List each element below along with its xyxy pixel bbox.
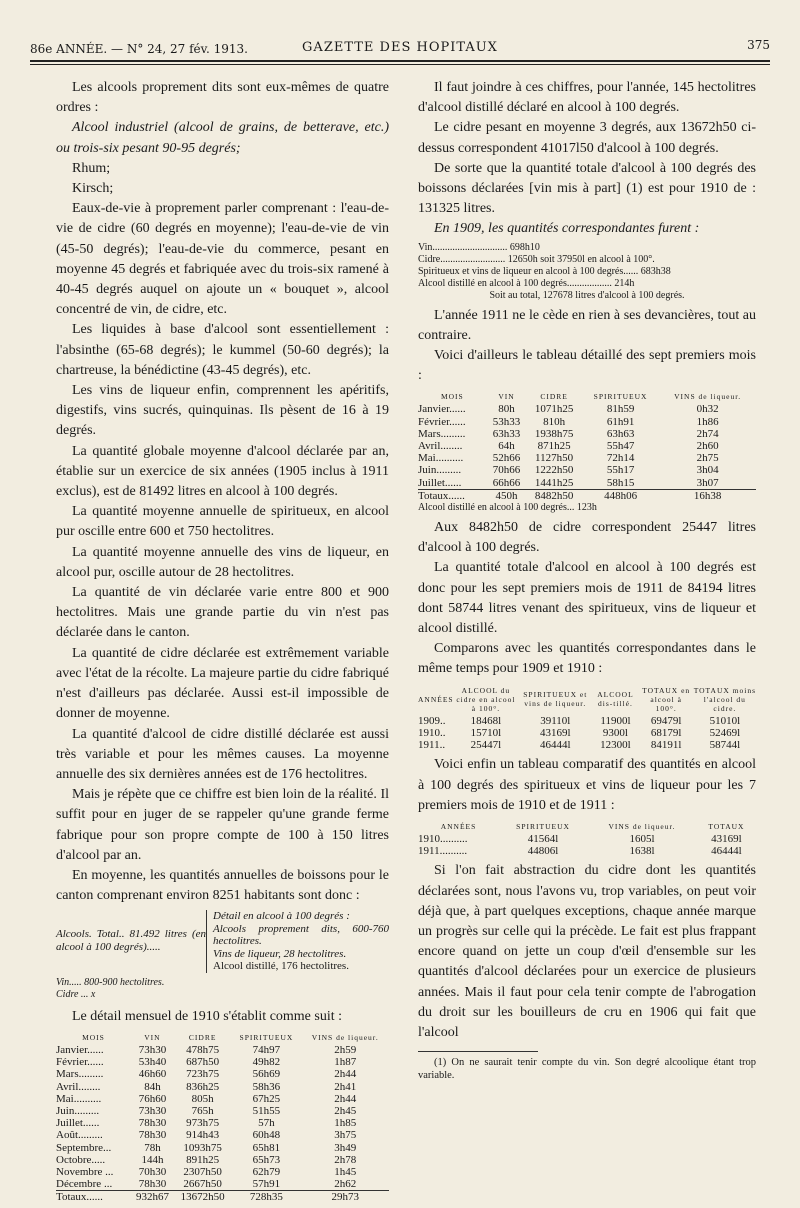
- table-cell: 62h79: [252, 1166, 281, 1179]
- table-cell: 56h69: [252, 1068, 281, 1081]
- table-cell: 68179l: [650, 726, 682, 739]
- brace-line: Détail en alcool à 100 degrés :: [213, 910, 350, 923]
- brace-line: Alcool distillé, 176 hectolitres.: [213, 960, 349, 973]
- paragraph: Le détail mensuel de 1910 s'établit comme suit :: [72, 1008, 343, 1024]
- table-row: [56, 1056, 389, 1068]
- table-cell: 1910..........: [418, 832, 468, 845]
- footnote: (1) On ne saurait tenir compte du vin. Son degré alcoolique étant trop variable.: [418, 1057, 756, 1082]
- table-cell: 81h59: [606, 403, 635, 416]
- table-cell: 80h: [498, 403, 515, 416]
- table-cell: 69479l: [650, 714, 682, 727]
- table-cell: Août.........: [56, 1129, 103, 1142]
- table-cell: Mai..........: [56, 1092, 102, 1105]
- table-cell: 52h66: [492, 452, 521, 465]
- table-row: [56, 1105, 389, 1117]
- table-cell: 64h: [498, 440, 515, 453]
- table-cell: Juillet......: [418, 476, 462, 489]
- table-cell: Avril........: [418, 440, 463, 453]
- table-row: [56, 1044, 389, 1056]
- table-row: [56, 1068, 389, 1080]
- paragraph: Aux 8482h50 de cidre correspondent 25447 litres d'alcool à 100 degrés.: [418, 520, 756, 556]
- table-row: [56, 1178, 389, 1191]
- table-cell: Novembre ...: [56, 1166, 114, 1179]
- table-cell: 53h40: [138, 1056, 167, 1069]
- column-header: ANNÉES: [440, 821, 477, 831]
- column-header: TOTAUX moins l'alcool du cidre.: [693, 685, 756, 713]
- paragraph: Voici enfin un tableau comparatif des quantités en alcool à 100 degrés des spiritueux et vins de liqueur pour les 7 premiers mois de 1910 et de 1911 :: [418, 757, 756, 813]
- column-header: SPIRITUEUX: [239, 1033, 294, 1043]
- table-cell: 805h: [191, 1092, 214, 1105]
- column-header: ANNÉES: [418, 694, 454, 704]
- header-rule: [30, 60, 770, 62]
- table-cell: Février......: [418, 415, 466, 428]
- paragraph: Les vins de liqueur enfin, comprennent les apéritifs, digestifs, vins sucrés, quinquinas. Ils pèsent de 16 à 19 degrés.: [56, 383, 389, 439]
- table-cell: 3h75: [334, 1129, 357, 1142]
- q-line: Vin.............................. 698h10: [418, 241, 540, 253]
- table-cell: 72h14: [606, 452, 635, 465]
- table-cell: Décembre ...: [56, 1178, 113, 1191]
- table-cell: 2h44: [334, 1092, 357, 1105]
- table-cell: 67h25: [252, 1092, 281, 1105]
- column-header: CIDRE: [188, 1033, 217, 1043]
- table-cell: 2667h50: [183, 1178, 222, 1191]
- paragraph: L'année 1911 ne le cède en rien à ses devancières, tout au contraire.: [418, 307, 756, 343]
- right-column: [418, 78, 756, 1082]
- table-row: [418, 452, 756, 464]
- alcool-distille-line: Alcool distillé en alcool à 100 degrés... 123h: [418, 502, 597, 514]
- monthly-table: [418, 390, 756, 502]
- table-cell: 2h74: [696, 427, 719, 440]
- table-cell: 1071h25: [534, 403, 574, 416]
- table-cell: 49h82: [252, 1056, 281, 1069]
- page-number: 375: [747, 38, 770, 52]
- table-cell: 76h60: [138, 1092, 167, 1105]
- total-row: [418, 489, 756, 502]
- q-total: Soit au total, 127678 litres d'alcool à 100 degrés.: [489, 289, 685, 301]
- table-cell: 61h91: [606, 415, 635, 428]
- table-cell: 914h43: [186, 1129, 220, 1142]
- paragraph: La quantité totale d'alcool en alcool à 100 degrés est donc pour les sept premiers mois de 1911 de 84194 litres dont 58744 litres venant des spiritueux, vins de liqueur et alcool distillé.: [418, 560, 756, 637]
- table-cell: 70h66: [492, 464, 521, 477]
- table-cell: 723h75: [186, 1068, 220, 1081]
- table-cell: 2h45: [334, 1105, 357, 1118]
- table-1911: [418, 390, 756, 514]
- table-cell: 1h45: [334, 1166, 357, 1179]
- table-cell: 1h85: [334, 1117, 357, 1130]
- brace-line: Vins de liqueur, 28 hectolitres.: [213, 947, 347, 960]
- column-header: SPIRITUEUX et vins de liqueur.: [523, 690, 588, 709]
- paragraph: Les liquides à base d'alcool sont essentiellement : l'absinthe (65-68 degrés); le kummel (50-60 degrés); la chartreuse, la bénédictine (43-45 degrés), etc.: [56, 322, 389, 378]
- monthly-table: [56, 1031, 389, 1204]
- table-cell: 55h47: [606, 440, 635, 453]
- table-cell: 8482h50: [526, 489, 581, 502]
- quantities-1909: [418, 242, 756, 302]
- column-header: VINS de liqueur.: [311, 1033, 379, 1043]
- paragraph: La quantité globale moyenne d'alcool déclarée par an, établie sur un exercice de six années (1905 inclus à 1911 exclus), est de 81492 litres en alcool à 100 degrés.: [56, 443, 389, 500]
- table-cell: 65h73: [252, 1153, 281, 1166]
- page-header: [30, 38, 770, 58]
- paragraph: En 1909, les quantités correspondantes furent :: [434, 221, 700, 237]
- table-cell: Juin.........: [418, 464, 462, 477]
- table-1910: [56, 1031, 389, 1204]
- table-cell: 1h86: [696, 415, 719, 428]
- table-row: [418, 715, 756, 727]
- table-cell: 932h67: [131, 1191, 174, 1204]
- column-header: VINS de liqueur.: [674, 392, 742, 402]
- table-cell: 63h33: [492, 427, 521, 440]
- table-cell: 44806l: [527, 845, 559, 858]
- table-cell: 0h32: [696, 403, 719, 416]
- column-header: TOTAUX: [708, 821, 745, 831]
- paragraph: En moyenne, les quantités annuelles de boissons pour le canton comprenant environ 8251 habitants sont donc :: [56, 867, 389, 904]
- table-cell: Juillet......: [56, 1117, 100, 1130]
- table-cell: 891h25: [186, 1153, 220, 1166]
- table-cell: 74h97: [252, 1044, 281, 1057]
- table-cell: 51h55: [252, 1105, 281, 1118]
- table-cell: 1910..: [418, 726, 446, 739]
- table-row: [418, 464, 756, 476]
- table-cell: 57h: [258, 1117, 275, 1130]
- table-cell: 1h87: [334, 1056, 357, 1069]
- issue-info: 86e ANNÉE. — N° 24, 27 fév. 1913.: [30, 42, 248, 56]
- table-cell: 144h: [141, 1153, 164, 1166]
- column-header: VINS de liqueur.: [608, 821, 676, 831]
- table-cell: 46444l: [711, 845, 742, 858]
- table-cell: 3h04: [696, 464, 719, 477]
- table-cell: 11900l: [600, 714, 631, 727]
- table-cell: 70h30: [138, 1166, 167, 1179]
- table-cell: 18468l: [470, 714, 502, 727]
- paragraph: Comparons avec les quantités correspondantes dans le même temps pour 1909 et 1910 :: [418, 641, 756, 677]
- table-cell: 41564l: [527, 832, 559, 845]
- table-cell: Totaux......: [418, 489, 487, 502]
- table-cell: 1605l: [629, 832, 655, 845]
- table-spiritueux: [418, 820, 756, 857]
- paragraph: Mais je répète que ce chiffre est bien loin de la réalité. Il suffit pour en juger de se rappeler qu'une grande ferme fabrique pour son propre compte de 100 à 150 litres d'alcool par an.: [56, 787, 389, 863]
- table-cell: 478h75: [186, 1044, 220, 1057]
- table-cell: 1638l: [629, 845, 655, 858]
- paragraph: Kirsch;: [72, 181, 114, 197]
- table-cell: 43169l: [539, 726, 571, 739]
- footnote-rule: [418, 1051, 538, 1052]
- table-cell: 1911..........: [418, 845, 468, 858]
- column-header: ALCOOL du cidre en alcool à 100°.: [456, 685, 516, 713]
- brace-right: [206, 910, 389, 973]
- paragraph: Si l'on fait abstraction du cidre dont les quantités déclarées sont, nous l'avons vu, trop variables, on peut voir déjà que, à part quelques exceptions, chaque année marque un progrès sur celle qui la précède. Le fait est plus frappant encore quand on jette un coup d'œil d'ensemble sur les quantités d'alcool déclarées pour un exercice de plusieurs années. Mais il faut pour cela tenir compte de l'abrogation du droit sur les bouilleurs de cru en 1906 qui fait que l'alcool: [418, 863, 756, 1040]
- column-header: TOTAUX en alcool à 100°.: [642, 685, 691, 713]
- table-cell: 25447l: [470, 739, 502, 752]
- table-row: [418, 403, 756, 415]
- table-cell: Février......: [56, 1056, 104, 1069]
- paragraph: Rhum;: [72, 160, 111, 176]
- table-cell: 78h30: [138, 1178, 167, 1191]
- table-cell: 2h62: [334, 1178, 357, 1191]
- table-cell: Mai..........: [418, 452, 464, 465]
- table-row: [418, 428, 756, 440]
- table-row: [56, 1081, 389, 1093]
- table-cell: 2h44: [334, 1068, 357, 1081]
- left-column: [56, 78, 389, 1208]
- table-cell: Septembre...: [56, 1141, 112, 1154]
- table-cell: 39110l: [540, 714, 571, 727]
- table-cell: 2h41: [334, 1080, 357, 1093]
- table-cell: 52469l: [709, 726, 741, 739]
- table-row: [418, 739, 756, 751]
- spiritueux-table: [418, 820, 756, 857]
- table-cell: 871h25: [537, 440, 571, 453]
- paragraph: De sorte que la quantité totale d'alcool à 100 degrés des boissons déclarées [vin mis à part] (1) est pour 1910 de : 131325 litres.: [418, 160, 756, 217]
- brace-line: Alcools proprement dits, 600-760 hectolitres.: [213, 922, 389, 948]
- table-cell: 65h81: [252, 1141, 281, 1154]
- table-row: [418, 845, 756, 857]
- table-cell: 687h50: [186, 1056, 220, 1069]
- table-cell: 58h15: [606, 476, 635, 489]
- table-cell: 16h38: [659, 489, 756, 502]
- table-cell: Mars.........: [418, 427, 466, 440]
- paragraph: La quantité d'alcool de cidre distillé déclarée est aussi très variable et pour les mêmes causes. La moyenne annuelle des six dernières années est de 176 hectolitres.: [56, 726, 389, 782]
- paragraph: La quantité de vin déclarée varie entre 800 et 900 hectolitres. Mais une grande partie du vin n'est pas déclarée dans le canton.: [56, 585, 389, 641]
- table-cell: 2h75: [696, 452, 719, 465]
- table-cell: 60h48: [252, 1129, 281, 1142]
- table-cell: 3h49: [334, 1141, 357, 1154]
- table-cell: 12300l: [600, 739, 631, 752]
- table-cell: Avril........: [56, 1080, 101, 1093]
- paragraph: Eaux-de-vie à proprement parler comprenant : l'eau-de-vie de cidre (60 degrés en moyenne); l'eau-de-vie de vin (45-50 degrés); l'eau-de-vie du commerce, pesant en moyenne 45 degrés et fabriquée avec du trois-six ramené à 40-45 degrés auquel on ajoute un « bouquet », alcool concentré de vin, de cidre, etc.: [56, 201, 389, 318]
- table-row: [56, 1154, 389, 1166]
- table-cell: 78h30: [138, 1129, 167, 1142]
- header-rule-thin: [30, 64, 770, 65]
- table-cell: Janvier......: [56, 1044, 104, 1057]
- column-header: SPIRITUEUX: [593, 392, 648, 402]
- table-cell: 448h06: [582, 489, 660, 502]
- table-cell: 973h75: [186, 1117, 220, 1130]
- total-row: [56, 1191, 389, 1204]
- table-row: [418, 477, 756, 490]
- table-cell: 46444l: [539, 739, 571, 752]
- column-header: VIN: [144, 1033, 161, 1043]
- table-cell: 2h60: [696, 440, 719, 453]
- table-cell: 1222h50: [534, 464, 574, 477]
- table-cell: 3h07: [696, 476, 719, 489]
- table-cell: Octobre.....: [56, 1153, 106, 1166]
- table-row: [56, 1166, 389, 1178]
- paragraph: Alcool industriel (alcool de grains, de betterave, etc.) ou trois-six pesant 90-95 degrés;: [56, 120, 389, 156]
- comparison-table: [418, 684, 756, 752]
- table-cell: 13672h50: [174, 1191, 231, 1204]
- table-cell: Juin.........: [56, 1105, 100, 1118]
- summary-brace: [56, 910, 389, 973]
- table-cell: Totaux......: [56, 1191, 131, 1204]
- table-cell: 53h33: [492, 415, 521, 428]
- column-header: VIN: [498, 392, 515, 402]
- paragraph: Il faut joindre à ces chiffres, pour l'année, 145 hectolitres d'alcool distillé déclaré en alcool à 100 degrés.: [418, 80, 756, 116]
- table-cell: 2h59: [334, 1044, 357, 1057]
- table-row: [418, 727, 756, 739]
- table-cell: 1938h75: [534, 427, 574, 440]
- q-line: Cidre.......................... 12650h soit 37950l en alcool à 100°.: [418, 253, 655, 265]
- table-cell: 58744l: [709, 739, 741, 752]
- table-comparison: [418, 684, 756, 752]
- table-cell: 765h: [191, 1105, 214, 1118]
- paragraph: La quantité moyenne annuelle des vins de liqueur, en alcool pur, oscille autour de 28 hectolitres.: [56, 544, 389, 580]
- table-cell: 15710l: [470, 726, 502, 739]
- column-header: MOIS: [440, 392, 464, 402]
- table-row: [418, 416, 756, 428]
- table-cell: 43169l: [711, 832, 742, 845]
- column-header: MOIS: [82, 1033, 105, 1043]
- column-header: ALCOOL dis-tillé.: [597, 690, 634, 709]
- table-cell: 2h78: [334, 1153, 357, 1166]
- table-cell: 51010l: [709, 714, 741, 727]
- column-header: SPIRITUEUX: [516, 821, 570, 831]
- q-line: Spiritueux et vins de liqueur en alcool à 100 degrés...... 683h38: [418, 265, 671, 277]
- paragraph: Les alcools proprement dits sont eux-mêmes de quatre ordres :: [56, 80, 389, 116]
- table-cell: 78h30: [138, 1117, 167, 1130]
- cidre-line: Cidre ... x: [56, 988, 96, 1000]
- table-cell: 1093h75: [183, 1141, 222, 1154]
- table-cell: 55h17: [606, 464, 635, 477]
- table-cell: 728h35: [231, 1191, 301, 1204]
- column-header: CIDRE: [540, 392, 568, 402]
- table-cell: 78h: [144, 1141, 161, 1154]
- table-cell: 29h73: [302, 1191, 390, 1204]
- table-row: [56, 1129, 389, 1141]
- table-cell: 46h60: [138, 1068, 167, 1081]
- table-row: [56, 1093, 389, 1105]
- table-cell: Janvier......: [418, 403, 466, 416]
- table-cell: 9300l: [602, 726, 628, 739]
- brace-left: Alcools. Total.. 81.492 litres (en alcool à 100 degrés).....: [56, 928, 206, 953]
- table-cell: 1127h50: [535, 452, 574, 465]
- paragraph: La quantité de cidre déclarée est extrêmement variable avec l'état de la récolte. La majeure partie du cidre fabriqué n'est d'ailleurs pas déclarée. Aussi est-il impossible de donner de moyenne.: [56, 645, 389, 722]
- table-cell: 836h25: [186, 1080, 220, 1093]
- table-cell: 84h: [144, 1080, 161, 1093]
- table-cell: 57h91: [252, 1178, 281, 1191]
- journal-title: GAZETTE DES HOPITAUX: [302, 40, 498, 55]
- paragraph: Voici d'ailleurs le tableau détaillé des sept premiers mois :: [418, 348, 756, 384]
- paragraph: Le cidre pesant en moyenne 3 degrés, aux 13672h50 ci-dessus correspondent 41017l50 d'alcool à 100 degrés.: [418, 120, 756, 156]
- table-cell: 1441h25: [534, 476, 574, 489]
- table-cell: 66h66: [492, 476, 521, 489]
- vin-line: Vin..... 800-900 hectolitres.: [56, 976, 165, 988]
- table-row: [56, 1142, 389, 1154]
- q-line: Alcool distillé en alcool à 100 degrés.................. 214h: [418, 277, 635, 289]
- table-cell: 2307h50: [183, 1166, 222, 1179]
- table-cell: 1911..: [418, 739, 446, 752]
- table-cell: 58h36: [252, 1080, 281, 1093]
- table-cell: 1909..: [418, 714, 446, 727]
- table-row: [418, 833, 756, 845]
- table-cell: 63h63: [606, 427, 635, 440]
- table-cell: 73h30: [138, 1105, 167, 1118]
- paragraph: La quantité moyenne annuelle de spiritueux, en alcool pur oscille entre 600 et 750 hectolitres.: [56, 504, 389, 540]
- table-row: [418, 440, 756, 452]
- table-cell: Mars.........: [56, 1068, 104, 1081]
- table-row: [56, 1117, 389, 1129]
- table-cell: 810h: [543, 415, 566, 428]
- table-cell: 84191l: [650, 739, 682, 752]
- table-cell: 73h30: [138, 1044, 167, 1057]
- table-cell: 450h: [487, 489, 527, 502]
